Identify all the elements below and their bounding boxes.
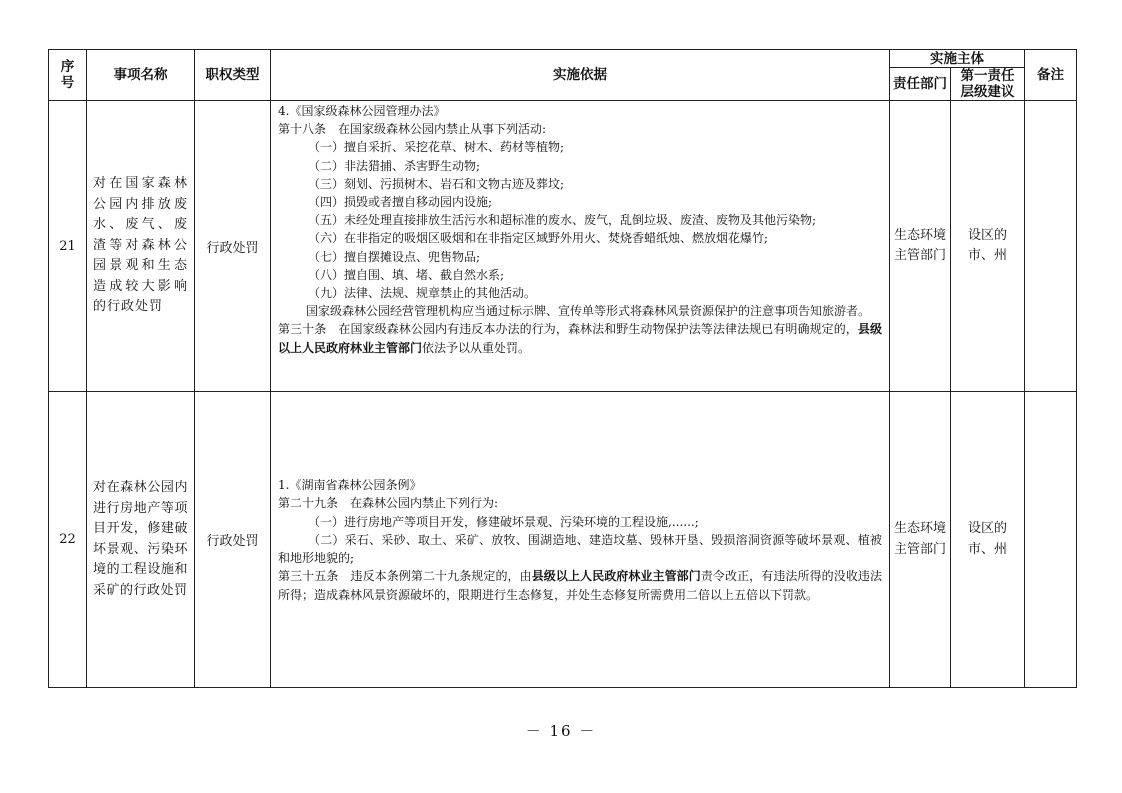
basis-text: 责令改正，有违法所得的没收违法所得；造成森林风景资源破坏的，限期进行生态修复，并处生态修复所需费用二倍以上五倍以下罚款。 xyxy=(278,569,882,602)
row-basis xyxy=(271,101,890,392)
table-row xyxy=(49,101,1077,392)
basis-line: （六）在非指定的吸烟区吸烟和在非指定区域野外用火、焚烧香蜡纸烛、燃放烟花爆竹; xyxy=(308,231,769,246)
row-power-type: 行政处罚 xyxy=(195,392,271,688)
row-basis xyxy=(271,392,890,688)
header-row-top xyxy=(49,50,1077,68)
row-item-name: 对在国家森林公园内排放废水、废气、废渣等对森林公园景观和生态造成较大影响的行政处罚 xyxy=(87,101,195,392)
basis-line xyxy=(278,567,882,603)
basis-line: （八）擅自围、填、堵、截自然水系; xyxy=(308,267,505,282)
basis-line: （一）进行房地产等项目开发，修建破坏景观、污染环境的工程设施,......; xyxy=(308,514,699,529)
row-item-name: 对在森林公园内进行房地产等项目开发，修建破坏景观、污染环境的工程设施和采矿的行政处罚 xyxy=(87,392,195,688)
basis-line: 第二十九条 在森林公园内禁止下列行为: xyxy=(278,496,499,511)
page-number: － 16 － xyxy=(525,722,597,740)
row-level: 设区的市、州 xyxy=(951,101,1025,392)
row-remark xyxy=(1025,392,1077,688)
basis-text: 第三十五条 违反本条例第二十九条规定的，由 xyxy=(278,569,532,584)
basis-line: 1.《湖南省森林公园条例》 xyxy=(278,478,422,493)
basis-line: （九）法律、法规、规章禁止的其他活动。 xyxy=(308,286,537,301)
basis-highlight: 县级以上人民政府林业主管部门 xyxy=(278,322,882,355)
row-level: 设区的市、州 xyxy=(951,392,1025,688)
row-remark xyxy=(1025,101,1077,392)
basis-line: （一）擅自采折、采挖花草、树木、药材等植物; xyxy=(308,140,565,155)
basis-line: （二）采石、采砂、取土、采矿、放牧、围湖造地、建造坟墓、毁林开垦、毁损溶洞资源等破坏景观、植被和地形地貌的; xyxy=(278,532,882,566)
row-dept: 生态环境主管部门 xyxy=(890,392,951,688)
header-dept: 责任部门 xyxy=(890,68,951,101)
header-level: 第一责任层级建议 xyxy=(951,68,1025,101)
basis-line: 4.《国家级森林公园管理办法》 xyxy=(278,104,446,118)
header-entity: 实施主体 xyxy=(890,50,1025,68)
basis-line: （四）损毁或者擅自移动园内设施; xyxy=(308,195,493,210)
basis-line: 第十八条 在国家级森林公园内禁止从事下列活动: xyxy=(278,122,547,137)
header-name: 事项名称 xyxy=(87,50,195,101)
row-num: 21 xyxy=(49,101,87,392)
row-power-type: 行政处罚 xyxy=(195,101,271,392)
basis-line: 国家级森林公园经营管理机构应当通过标示牌、宣传单等形式将森林风景资源保护的注意事项告知旅游者。 xyxy=(306,304,871,319)
header-type: 职权类型 xyxy=(195,50,271,101)
basis-line xyxy=(278,320,882,356)
row-num: 22 xyxy=(49,392,87,688)
basis-line: （三）刻划、污损树木、岩石和文物古迹及葬坟; xyxy=(308,176,565,191)
row-dept: 生态环境主管部门 xyxy=(890,101,951,392)
basis-line: （二）非法猎捕、杀害野生动物; xyxy=(308,158,481,173)
header-remark: 备注 xyxy=(1025,50,1077,101)
power-list-table xyxy=(48,49,1077,688)
basis-highlight: 县级以上人民政府林业主管部门 xyxy=(531,569,701,584)
basis-text: 依法予以从重处罚。 xyxy=(422,340,531,355)
header-basis: 实施依据 xyxy=(271,50,890,101)
basis-text: 第三十条 在国家级森林公园内有违反本办法的行为，森林法和野生动物保护法等法律法规已有明确规定的， xyxy=(278,322,858,337)
basis-line: （五）未经处理直接排放生活污水和超标准的废水、废气，乱倒垃圾、废渣、废物及其他污染物; xyxy=(308,213,817,228)
basis-line: （七）擅自摆摊设点、兜售物品; xyxy=(308,249,481,264)
header-num: 序号 xyxy=(49,50,87,101)
table-row xyxy=(49,392,1077,688)
